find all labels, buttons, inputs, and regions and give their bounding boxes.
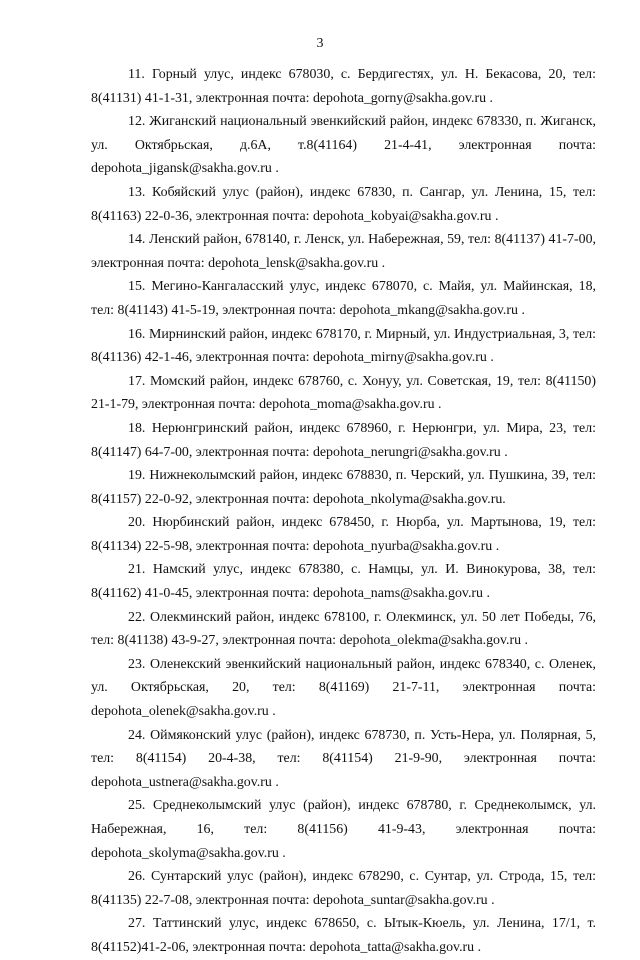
list-item [91, 275, 596, 322]
list-item [91, 181, 596, 228]
item-number: 14. [128, 232, 146, 248]
item-number: 26. [128, 869, 146, 885]
item-text: Момский район, индекс 678760, с. Хонуу, ул. Советская, 19, тел: 8(41150) 21-1-79, электронная почта: depohota_moma@sakha.gov.ru . [91, 373, 596, 413]
item-text: Мирнинский район, индекс 678170, г. Мирный, ул. Индустриальная, 3, тел: 8(41136) 42-1-46, электронная почта: depohota_mirny@sakha.gov.ru . [91, 326, 596, 366]
list-item [91, 724, 596, 795]
list-item [91, 794, 596, 865]
item-number: 23. [128, 656, 146, 672]
item-number: 18. [128, 420, 146, 436]
item-text: Кобяйский улус (район), индекс 67830, п. Сангар, ул. Ленина, 15, тел: 8(41163) 22-0-36, электронная почта: depohota_kobyai@sakha.gov.ru . [91, 184, 596, 224]
item-number: 11. [128, 67, 145, 82]
list-item [91, 511, 596, 558]
item-number: 19. [128, 468, 146, 484]
item-text: Нюрбинский район, индекс 678450, г. Нюрба, ул. Мартынова, 19, тел: 8(41134) 22-5-98, электронная почта: depohota_nyurba@sakha.gov.ru . [91, 515, 596, 554]
item-number: 22. [128, 609, 146, 625]
item-text: Намский улус, индекс 678380, с. Намцы, ул. И. Винокурова, 38, тел: 8(41162) 41-0-45, электронная почта: depohota_nams@sakha.gov.ru . [91, 562, 596, 602]
list-item [91, 865, 596, 912]
item-number: 12. [128, 114, 146, 130]
list-item [91, 228, 596, 275]
list-item [91, 464, 596, 511]
item-number: 25. [128, 798, 146, 814]
item-number: 13. [128, 184, 146, 200]
item-text: Сунтарский улус (район), индекс 678290, с. Сунтар, ул. Строда, 15, тел: 8(41135) 22-7-08, электронная почта: depohota_suntar@sakha.gov.ru . [91, 869, 596, 908]
item-text: Нерюнгринский район, индекс 678960, г. Нерюнгри, ул. Мира, 23, тел: 8(41147) 64-7-00, электронная почта: depohota_nerungri@sakha.gov.ru . [91, 420, 596, 460]
address-list [91, 63, 596, 960]
item-text: Олекминский район, индекс 678100, г. Олекминск, ул. 50 лет Победы, 76, тел: 8(41138) 43-9-27, электронная почта: depohota_olekma@sakha.gov.ru . [91, 609, 596, 649]
list-item [91, 558, 596, 605]
item-number: 20. [128, 515, 146, 531]
item-text: Оймяконский улус (район), индекс 678730, п. Усть-Нера, ул. Полярная, 5, тел: 8(41154) 20-4-38, тел: 8(41154) 21-9-90, электронная почта: depohota_ustnera@sakha.gov.ru . [91, 727, 596, 790]
item-text: Среднеколымский улус (район), индекс 678780, г. Среднеколымск, ул. Набережная, 16, тел: 8(41156) 41-9-43, электронная почта: depohota_skolyma@sakha.gov.ru . [91, 798, 596, 861]
list-item [91, 110, 596, 181]
item-text: Ленский район, 678140, г. Ленск, ул. Набережная, 59, тел: 8(41137) 41-7-00, электронная почта: depohota_lensk@sakha.gov.ru . [91, 232, 596, 271]
list-item [91, 323, 596, 370]
list-item [91, 417, 596, 464]
item-text: Нижнеколымский район, индекс 678830, п. Черский, ул. Пушкина, 39, тел: 8(41157) 22-0-92, электронная почта: depohota_nkolyma@sakha.gov.ru. [91, 468, 596, 507]
list-item [91, 653, 596, 724]
list-item [91, 912, 596, 959]
item-text: Таттинский улус, индекс 678650, с. Ытык-Кюель, ул. Ленина, 17/1, т. 8(41152)41-2-06, электронная почта: depohota_tatta@sakha.gov.ru . [91, 916, 596, 955]
item-text: Жиганский национальный эвенкийский район, индекс 678330, п. Жиганск, ул. Октябрьская, д.6А, т.8(41164) 21-4-41, электронная почта: depohota_jigansk@sakha.gov.ru . [91, 114, 596, 177]
item-number: 27. [128, 916, 146, 932]
item-text: Мегино-Кангаласский улус, индекс 678070, с. Майя, ул. Майинская, 18, тел: 8(41143) 41-5-19, электронная почта: depohota_mkang@sakha.gov.ru . [91, 279, 596, 318]
item-number: 16. [128, 326, 146, 342]
list-item [91, 63, 596, 110]
item-number: 21. [128, 562, 146, 578]
item-number: 24. [128, 727, 146, 743]
item-text: Горный улус, индекс 678030, с. Бердигестях, ул. Н. Бекасова, 20, тел: 8(41131) 41-1-31, электронная почта: depohota_gorny@sakha.gov.ru . [91, 67, 596, 106]
page-number: 3 [316, 36, 324, 51]
list-item [91, 606, 596, 653]
item-number: 15. [128, 279, 146, 295]
item-text: Оленекский эвенкийский национальный район, индекс 678340, с. Оленек, ул. Октябрьская, 20, тел: 8(41169) 21-7-11, электронная почта: depohota_olenek@sakha.gov.ru . [91, 656, 596, 720]
list-item [91, 370, 596, 417]
item-number: 17. [128, 373, 146, 389]
